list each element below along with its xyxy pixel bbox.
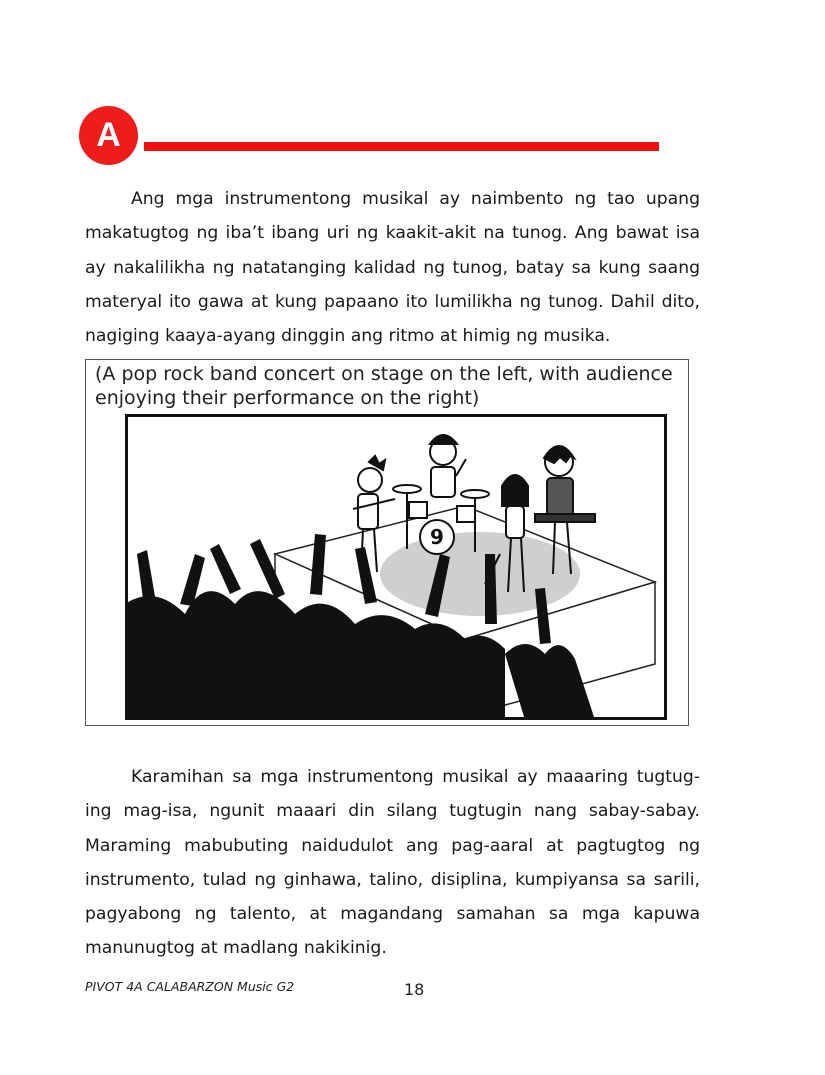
concert-figure — [85, 359, 689, 726]
intro-paragraph: Ang mga instrumentong musikal ay naimbento ng tao upang makatugtog ng iba’t ibang uri ng kaakit-akit na tunog. Ang bawat isa ay nakalilikha ng natatanging kalidad ng tunog, batay sa kung saang materyal ito gawa at kung papaano ito lumilikha ng tunog. Dahil dito, nagiging kaaya-ayang dinggin ang ritmo at himig ng musika. — [85, 189, 700, 347]
concert-illustration — [125, 414, 667, 720]
figure-caption: (A pop rock band concert on stage on the left, with audience enjoying their performance on the right) — [95, 363, 673, 409]
footer-source: PIVOT 4A CALABARZON Music G2 — [85, 979, 295, 994]
body-paragraph: Karamihan sa mga instrumentong musikal ay maaaring tugtug-ing mag-isa, ngunit maaari din silang tugtugin nang sabay-sabay. Maraming mabubuting naidudulot ang pag-aaral at pagtugtog ng instrumento, tulad ng ginhawa, talino, disiplina, kumpiyansa sa sarili, pagyabong ng talento, at magandang samahan sa mga kapuwa manunugtog at madlang nakikinig. — [85, 767, 700, 959]
section-rule — [144, 142, 659, 151]
page-number: 18 — [404, 980, 425, 999]
section-badge: A — [79, 106, 138, 165]
drum-label: 9 — [430, 525, 444, 549]
spotlight — [380, 532, 580, 616]
